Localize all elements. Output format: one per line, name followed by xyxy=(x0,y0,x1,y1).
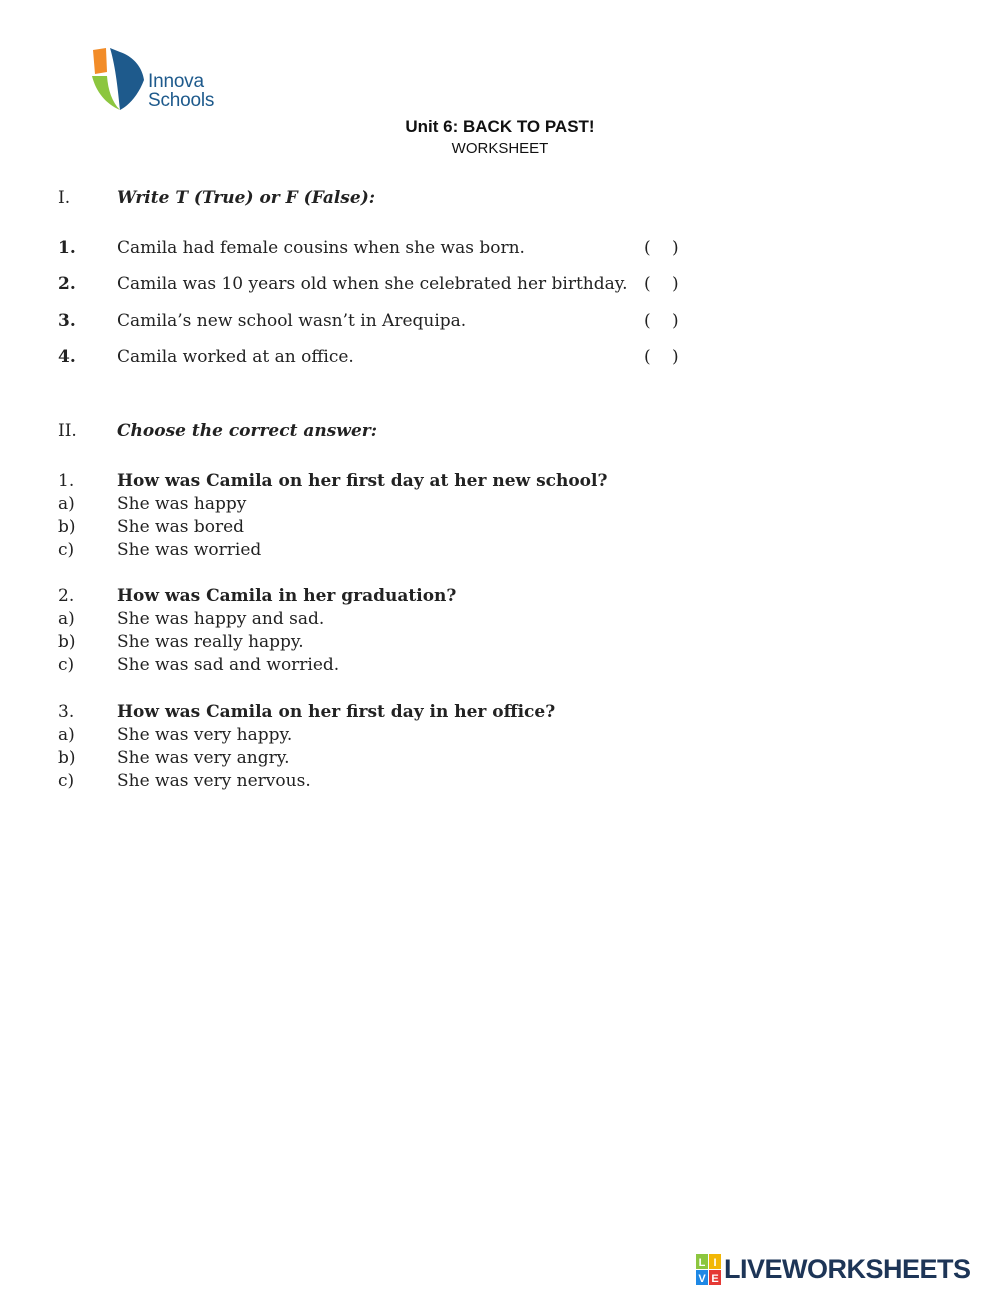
option-text[interactable]: She was really happy. xyxy=(117,632,304,652)
option-text[interactable]: She was happy xyxy=(117,494,247,514)
option-text[interactable]: She was happy and sad. xyxy=(117,609,325,629)
tf-item-text: Camila was 10 years old when she celebrated her birthday. xyxy=(117,274,628,294)
option-label: c) xyxy=(58,540,75,560)
svg-text:I: I xyxy=(713,1257,717,1269)
svg-text:E: E xyxy=(711,1273,719,1285)
question-number: 3. xyxy=(58,702,75,722)
section-2-instruction: Choose the correct answer: xyxy=(117,421,377,441)
option-text[interactable]: She was very angry. xyxy=(117,748,290,768)
liveworksheets-brand: LIVEWORKSHEETS xyxy=(724,1254,971,1284)
tf-item-number: 2. xyxy=(58,274,76,294)
tf-answer-box[interactable]: ( ) xyxy=(644,347,687,367)
tf-item-text: Camila had female cousins when she was born. xyxy=(117,238,525,258)
tf-item-text: Camila’s new school wasn’t in Arequipa. xyxy=(117,311,467,331)
option-text[interactable]: She was sad and worried. xyxy=(117,655,340,675)
option-label: b) xyxy=(58,517,76,537)
tf-answer-box[interactable]: ( ) xyxy=(644,311,687,331)
question-number: 1. xyxy=(58,471,75,491)
question-text: How was Camila in her graduation? xyxy=(117,586,457,606)
logo-text: Innova Schools xyxy=(148,71,215,111)
option-label: b) xyxy=(58,632,76,652)
svg-text:V: V xyxy=(698,1273,706,1285)
option-text[interactable]: She was bored xyxy=(117,517,245,537)
section-1-instruction: Write T (True) or F (False): xyxy=(117,188,376,208)
tf-item-number: 4. xyxy=(58,347,76,367)
option-label: a) xyxy=(58,609,75,629)
svg-text:L: L xyxy=(698,1257,706,1269)
section-1-numeral: I. xyxy=(58,188,71,208)
option-label: a) xyxy=(58,494,75,514)
tf-item-number: 3. xyxy=(58,311,76,331)
worksheet-subtitle: WORKSHEET xyxy=(451,140,549,157)
option-label: a) xyxy=(58,725,75,745)
tf-answer-box[interactable]: ( ) xyxy=(644,274,687,294)
option-text[interactable]: She was very nervous. xyxy=(117,771,311,791)
question-text: How was Camila on her first day in her office? xyxy=(117,702,556,722)
option-text[interactable]: She was very happy. xyxy=(117,725,293,745)
tf-answer-box[interactable]: ( ) xyxy=(644,238,687,258)
option-text[interactable]: She was worried xyxy=(117,540,262,560)
tf-item-text: Camila worked at an office. xyxy=(117,347,354,367)
option-label: c) xyxy=(58,655,75,675)
liveworksheets-logo-icon xyxy=(696,1252,722,1286)
question-number: 2. xyxy=(58,586,75,606)
section-2-numeral: II. xyxy=(58,421,77,441)
option-label: b) xyxy=(58,748,76,768)
option-label: c) xyxy=(58,771,75,791)
question-text: How was Camila on her first day at her new school? xyxy=(117,471,608,491)
worksheet-title: Unit 6: BACK TO PAST! xyxy=(405,117,595,136)
tf-item-number: 1. xyxy=(58,238,76,258)
